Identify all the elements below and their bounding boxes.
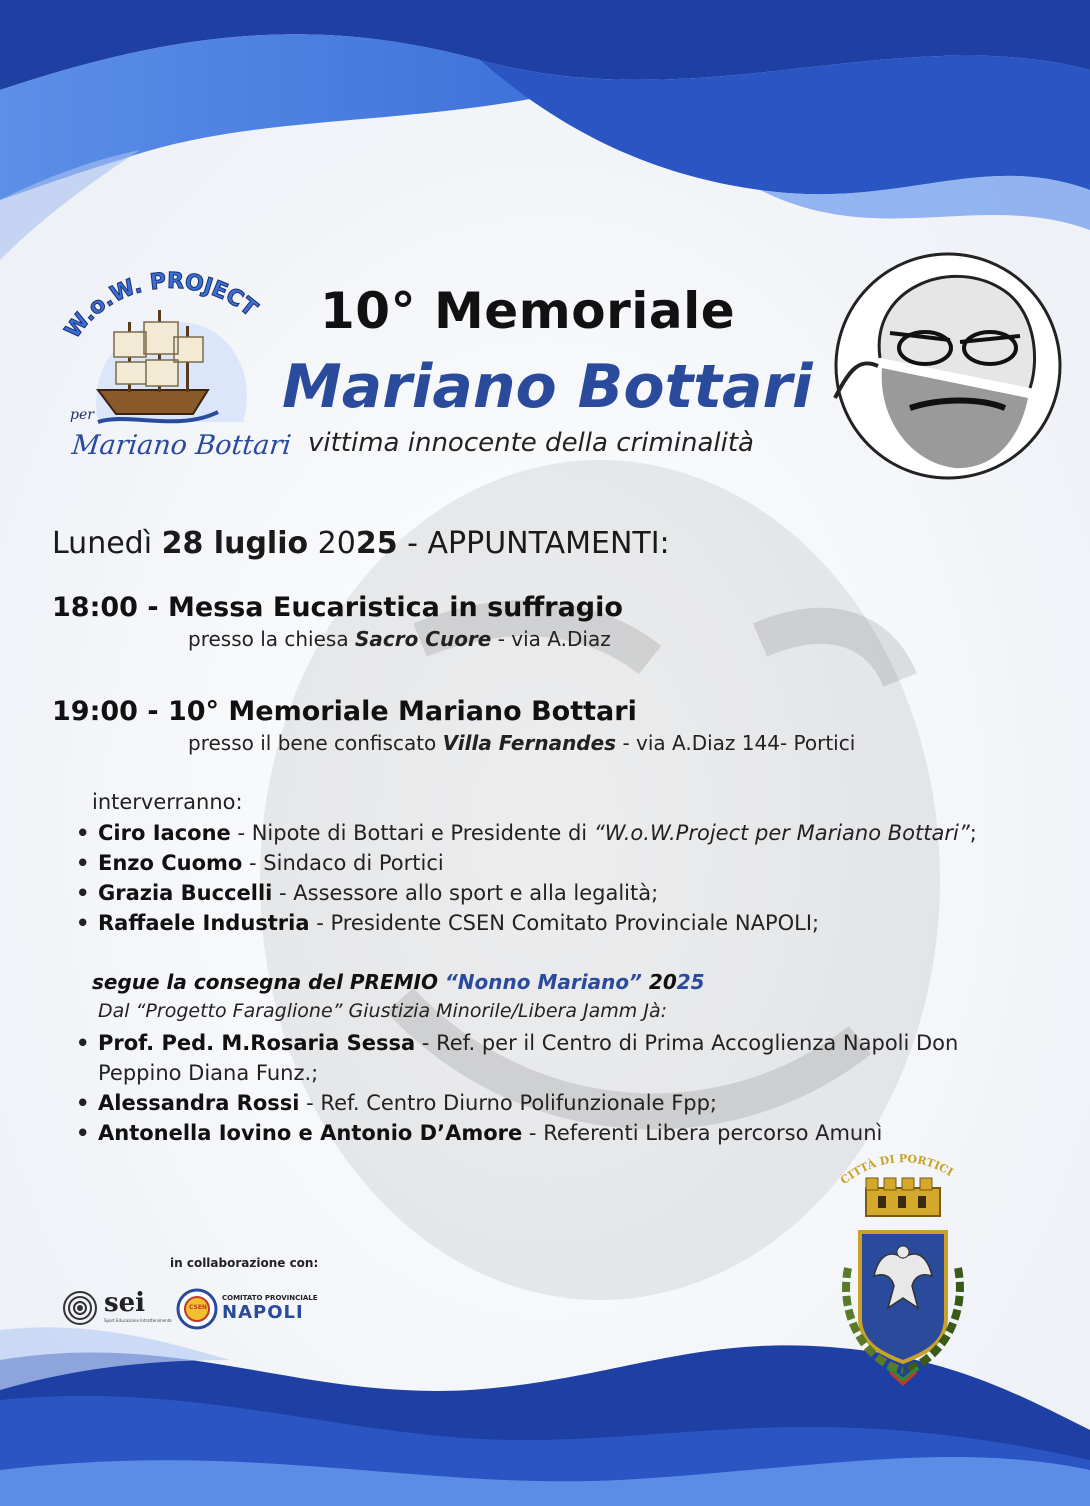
svg-text:CITTÀ DI PORTICI — [838, 1152, 955, 1187]
recipient-item: • Prof. Ped. M.Rosaria Sessa - Ref. per il Centro di Prima Accoglienza Napoli Don Peppino Diana Funz.; — [76, 1028, 1036, 1088]
event-1-title: 18:00 - Messa Eucaristica in suffragio — [52, 592, 623, 623]
recipient-item: • Antonella Iovino e Antonio D’Amore - Referenti Libera percorso Amunì — [76, 1118, 1036, 1148]
recipient-item: • Alessandra Rossi - Ref. Centro Diurno Polifunzionale Fpp; — [76, 1088, 1036, 1118]
title-name: Mariano Bottari — [282, 352, 813, 422]
portici-crest — [828, 1148, 978, 1388]
collab-label: in collaborazione con: — [170, 1256, 319, 1270]
shield-eagle-icon — [860, 1232, 946, 1362]
event-2-title: 19:00 - 10° Memoriale Mariano Bottari — [52, 696, 637, 727]
crown-icon — [866, 1178, 940, 1216]
portrait-illustration — [830, 248, 1062, 484]
award-project: Dal “Progetto Faraglione” Giustizia Minorile/Libera Jamm Jà: — [98, 1000, 667, 1022]
speaker-item: • Raffaele Industria - Presidente CSEN Comitato Provinciale NAPOLI; — [76, 908, 1066, 938]
csen-small: CSEN — [189, 1304, 207, 1311]
event-1-location: presso la chiesa Sacro Cuore - via A.Diaz — [188, 627, 611, 651]
date-year-b: 25 — [355, 526, 398, 561]
sei-text: sei — [104, 1288, 146, 1318]
logo-per: per — [70, 407, 94, 423]
csen-main: NAPOLI — [222, 1302, 304, 1323]
title-memoriale: 10° Memoriale — [320, 282, 736, 340]
csen-napoli-logo — [176, 1288, 326, 1334]
wow-project-logo — [58, 262, 293, 482]
date-year-a: 20 — [317, 526, 356, 561]
date-day: Lunedì — [52, 526, 153, 561]
date-suffix: - APPUNTAMENTI: — [407, 526, 670, 561]
event-2-location: presso il bene confiscato Villa Fernandes - via A.Diaz 144- Portici — [188, 731, 856, 755]
sei-swirl-icon — [60, 1288, 102, 1328]
date-date: 28 luglio — [161, 526, 309, 561]
sei-logo — [60, 1288, 170, 1328]
logo-name: Mariano Bottari — [70, 430, 293, 461]
subtitle: vittima innocente della criminalità — [308, 428, 754, 458]
speakers-intro: interverranno: — [92, 790, 243, 814]
sei-tagline: Sport Educazione Intrattenimento — [104, 1318, 172, 1323]
crest-arc-text: CITTÀ DI PORTICI — [837, 1152, 956, 1188]
speaker-item: • Grazia Buccelli - Assessore allo sport e alla legalità; — [76, 878, 1066, 908]
speaker-item: • Enzo Cuomo - Sindaco di Portici — [76, 848, 1066, 878]
speaker-item: • Ciro Iacone - Nipote di Bottari e Presidente di “W.o.W.Project per Mariano Bottari”; — [76, 818, 1066, 848]
speakers-list — [76, 818, 1066, 938]
recipients-list — [76, 1028, 1036, 1148]
date-line — [52, 526, 670, 561]
logo-arc-text: W.o.W. PROJECT — [60, 268, 262, 344]
csen-top: COMITATO PROVINCIALE — [222, 1294, 318, 1302]
award-line: segue la consegna del PREMIO “Nonno Mariano” 2025 — [92, 970, 705, 994]
